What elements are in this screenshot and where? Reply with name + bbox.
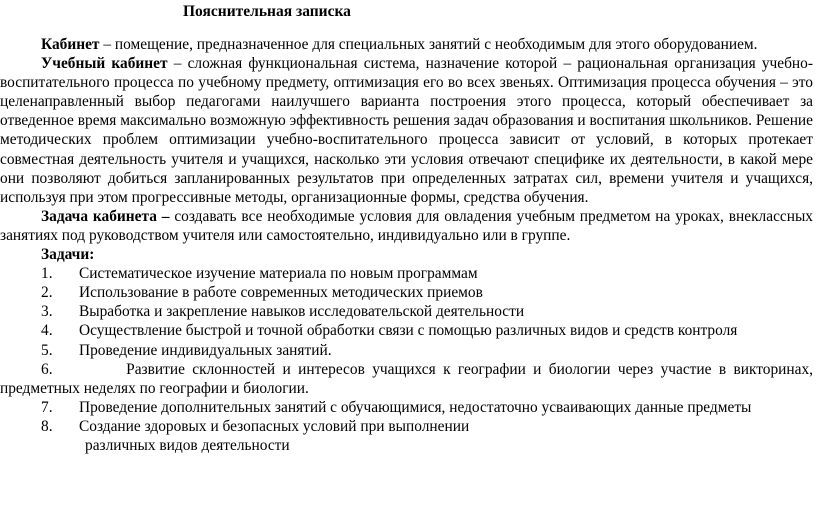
cabinet-definition-text: – помещение, предназначенное для специальных занятий с необходимым для этого оборудованием.	[99, 36, 758, 53]
list-item-number: 3.	[41, 303, 53, 321]
list-item-text: Использование в работе современных методических приемов	[79, 284, 483, 302]
document-title: Пояснительная записка	[183, 3, 351, 20]
list-item-text: Создание здоровых и безопасных условий при выполнении	[79, 417, 470, 435]
paragraph-study-cabinet	[0, 54, 813, 207]
list-item	[0, 283, 813, 302]
list-item-number: 1.	[41, 265, 53, 283]
list-item-text: Проведение индивидуальных занятий.	[79, 341, 332, 359]
list-item-text: Выработка и закрепление навыков исследовательской деятельности	[79, 303, 525, 321]
term-study-cabinet: Учебный кабинет	[41, 55, 168, 73]
list-item-number: 8.	[41, 417, 53, 435]
list-item	[0, 341, 813, 360]
tasks-list	[0, 264, 813, 436]
list-item-text: Развитие склонностей и интересов учащихся к географии и биологии через участие в викторинах, предметных неделях по географии и биологии.	[0, 360, 814, 397]
list-item-number: 4.	[41, 322, 53, 340]
tasks-heading: Задачи:	[41, 246, 95, 264]
term-cabinet-goal: Задача кабинета –	[41, 207, 170, 225]
list-item-text: Систематическое изучение материала по новым программам	[79, 265, 478, 283]
paragraph-cabinet-goal	[0, 207, 813, 245]
list-item	[0, 398, 813, 417]
paragraph-cabinet-definition	[0, 35, 813, 54]
list-item	[0, 302, 813, 321]
list-item-number: 6.	[41, 360, 53, 378]
list-item-text: Проведение дополнительных занятий с обучающимися, недостаточно усваивающих данные предметы	[79, 398, 752, 416]
list-item-text: Осуществление быстрой и точной обработки связи с помощью различных видов и средств контроля	[79, 322, 738, 340]
cabinet-goal-text: создавать все необходимые условия для овладения учебным предметом на уроках, внеклассных занятиях под руководством учителя или самостоятельно, индивидуально или в группе.	[0, 207, 813, 244]
list-item	[0, 360, 813, 398]
list-item-number: 5.	[41, 341, 53, 359]
study-cabinet-text: – сложная функциональная система, назначение которой – рациональная организация учебно-воспитательного процесса по учебному предмету, оптимизация его во всех звеньях. Оптимизация процесса обучения – это целенаправленный выбор педагогами наилучшего варианта построения этого процесса, который обеспечивает за отведенное время максимально возможную эффективность решения задач образования и воспитания школьников. Решение методических проблем оптимизации учебно-воспитательного процесса зависит от условий, в которых протекает совместная деятельность учителя и учащихся, насколько эти условия отвечают специфике их деятельности, в какой мере они позволяют добиться запланированных результатов при определенных затратах сил, времени учителя и учащихся, используя при этом прогрессивные методы, организационные формы, средства обучения.	[0, 55, 813, 206]
list-item	[0, 264, 813, 283]
term-cabinet: Кабинет	[41, 36, 100, 53]
list-item-number: 2.	[41, 284, 53, 302]
list-item-continuation: различных видов деятельности	[85, 436, 290, 454]
list-item-number: 7.	[41, 398, 53, 416]
list-item	[0, 417, 813, 436]
document-body	[0, 35, 813, 455]
list-item	[0, 321, 813, 340]
